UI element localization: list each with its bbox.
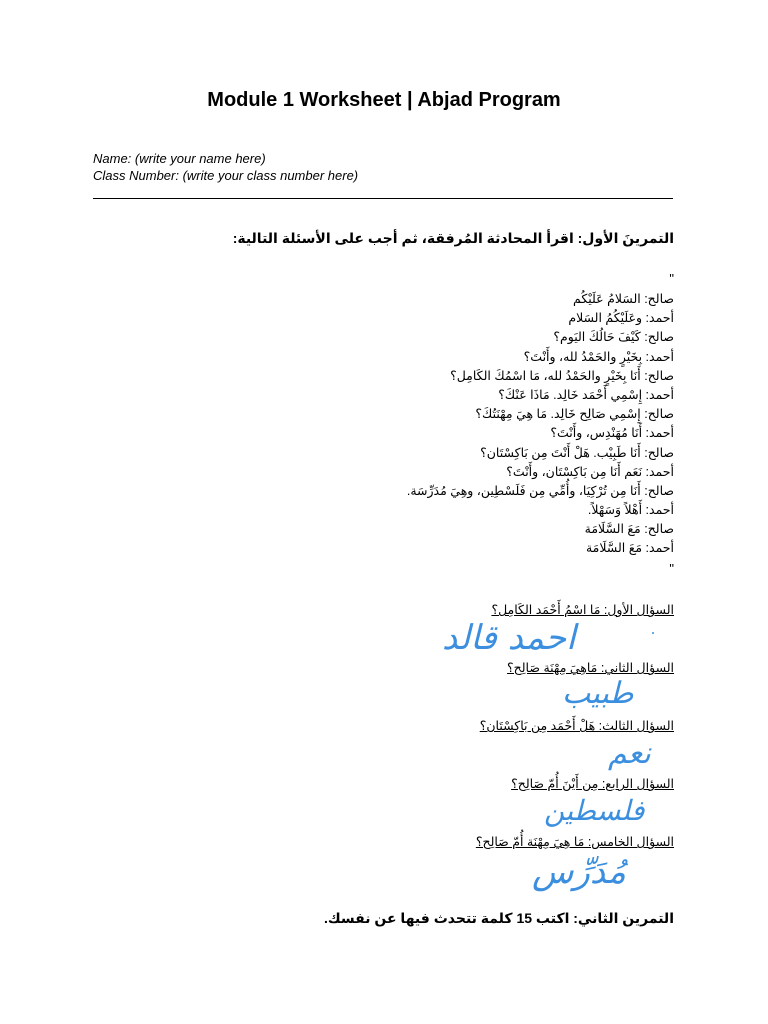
open-quote: " bbox=[669, 271, 674, 286]
dialogue-line: صالح: كَيْفَ حَالُكَ اليَوم؟ bbox=[553, 330, 674, 345]
answer-2-handwritten: طبيب bbox=[562, 676, 634, 711]
answer-3-handwritten: نعم bbox=[608, 736, 651, 771]
exercise-2-heading: التمرين الثاني: اكتب 15 كلمة تتحدث فيها عن نفسك. bbox=[323, 910, 674, 926]
answer-1-handwritten: احمد قالد bbox=[442, 618, 576, 658]
dialogue-line: أحمد: إِسْمِي أَحْمَد خَالِد. مَاذَا عَنْكَ؟ bbox=[498, 387, 674, 402]
dialogue-line: أحمد: وعَلَيْكُمُ السَلام bbox=[568, 311, 674, 326]
question-4: السؤال الرابع: مِن أَيْنَ أُمّ صَالِح؟ bbox=[511, 777, 674, 791]
question-5: السؤال الخامس: مَا هِيَ مِهْنَة أُمّ صَالِح؟ bbox=[475, 835, 674, 849]
answer-4-handwritten: فلسطين bbox=[544, 794, 645, 827]
dialogue-line: أحمد: بِخَيْرٍ والحَمْدُ لله، وأَنْتَ؟ bbox=[523, 349, 674, 364]
worksheet-title: Module 1 Worksheet | Abjad Program bbox=[207, 89, 561, 111]
dialogue-line: أحمد: مَعَ السَّلَامَة bbox=[585, 541, 674, 556]
dialogue-line: صالح: أَنَا مِن تُرْكِيَا، وأُمِّي مِن فَلَسْطِين، وهِيَ مُدَرِّسَة. bbox=[406, 483, 674, 498]
close-quote: " bbox=[669, 561, 674, 576]
dialogue-line: صالح: أَنَا طَبِيْب. هَلْ أَنْتَ مِن بَاكِسْتَان؟ bbox=[480, 445, 674, 460]
student-info bbox=[93, 150, 358, 184]
dialogue-line: أحمد: أَهْلاً وَسَهْلاً. bbox=[587, 503, 674, 518]
dialogue-line: أحمد: نَعَم أَنَا مِن بَاكِسْتَان، وأَنْتَ؟ bbox=[506, 464, 674, 479]
question-2: السؤال الثاني: مَاهِيَ مِهْنَة صَالِح؟ bbox=[507, 661, 674, 675]
ink-dot bbox=[652, 632, 654, 634]
header-divider bbox=[93, 198, 673, 199]
dialogue-line: صالح: أَنَا بِخَيْرٍ والحَمْدُ لله، مَا اسْمُكَ الكَامِل؟ bbox=[450, 368, 674, 383]
dialogue-line: صالح: السَلامُ عَلَيْكُم bbox=[573, 292, 674, 306]
dialogue-line: صالح: مَعَ السَّلَامَة bbox=[584, 522, 674, 537]
question-3: السؤال الثالث: هَلْ أَحْمَد مِن بَاكِسْتَان؟ bbox=[479, 719, 674, 733]
question-1: السؤال الأول: مَا اسْمُ أَحْمَد الكَامِل؟ bbox=[491, 603, 674, 617]
answer-5-handwritten: مُدَرِّس bbox=[532, 852, 626, 892]
name-line: Name: (write your name here) bbox=[93, 151, 266, 166]
dialogue-line: صالح: إِسْمِي صَالِح خَالِد. مَا هِيَ مِهْنَتُكَ؟ bbox=[475, 407, 674, 422]
class-number-line: Class Number: (write your class number here) bbox=[93, 168, 359, 183]
exercise-1-heading: التمرينَ الأول: اقرأ المحادثة المُرفقة، ثم أجب على الأسئلة التالية: bbox=[232, 230, 674, 246]
dialogue-line: أحمد: أَنَا مُهَنْدِس، وأَنْتَ؟ bbox=[550, 426, 674, 441]
dialogue-list bbox=[94, 290, 674, 559]
